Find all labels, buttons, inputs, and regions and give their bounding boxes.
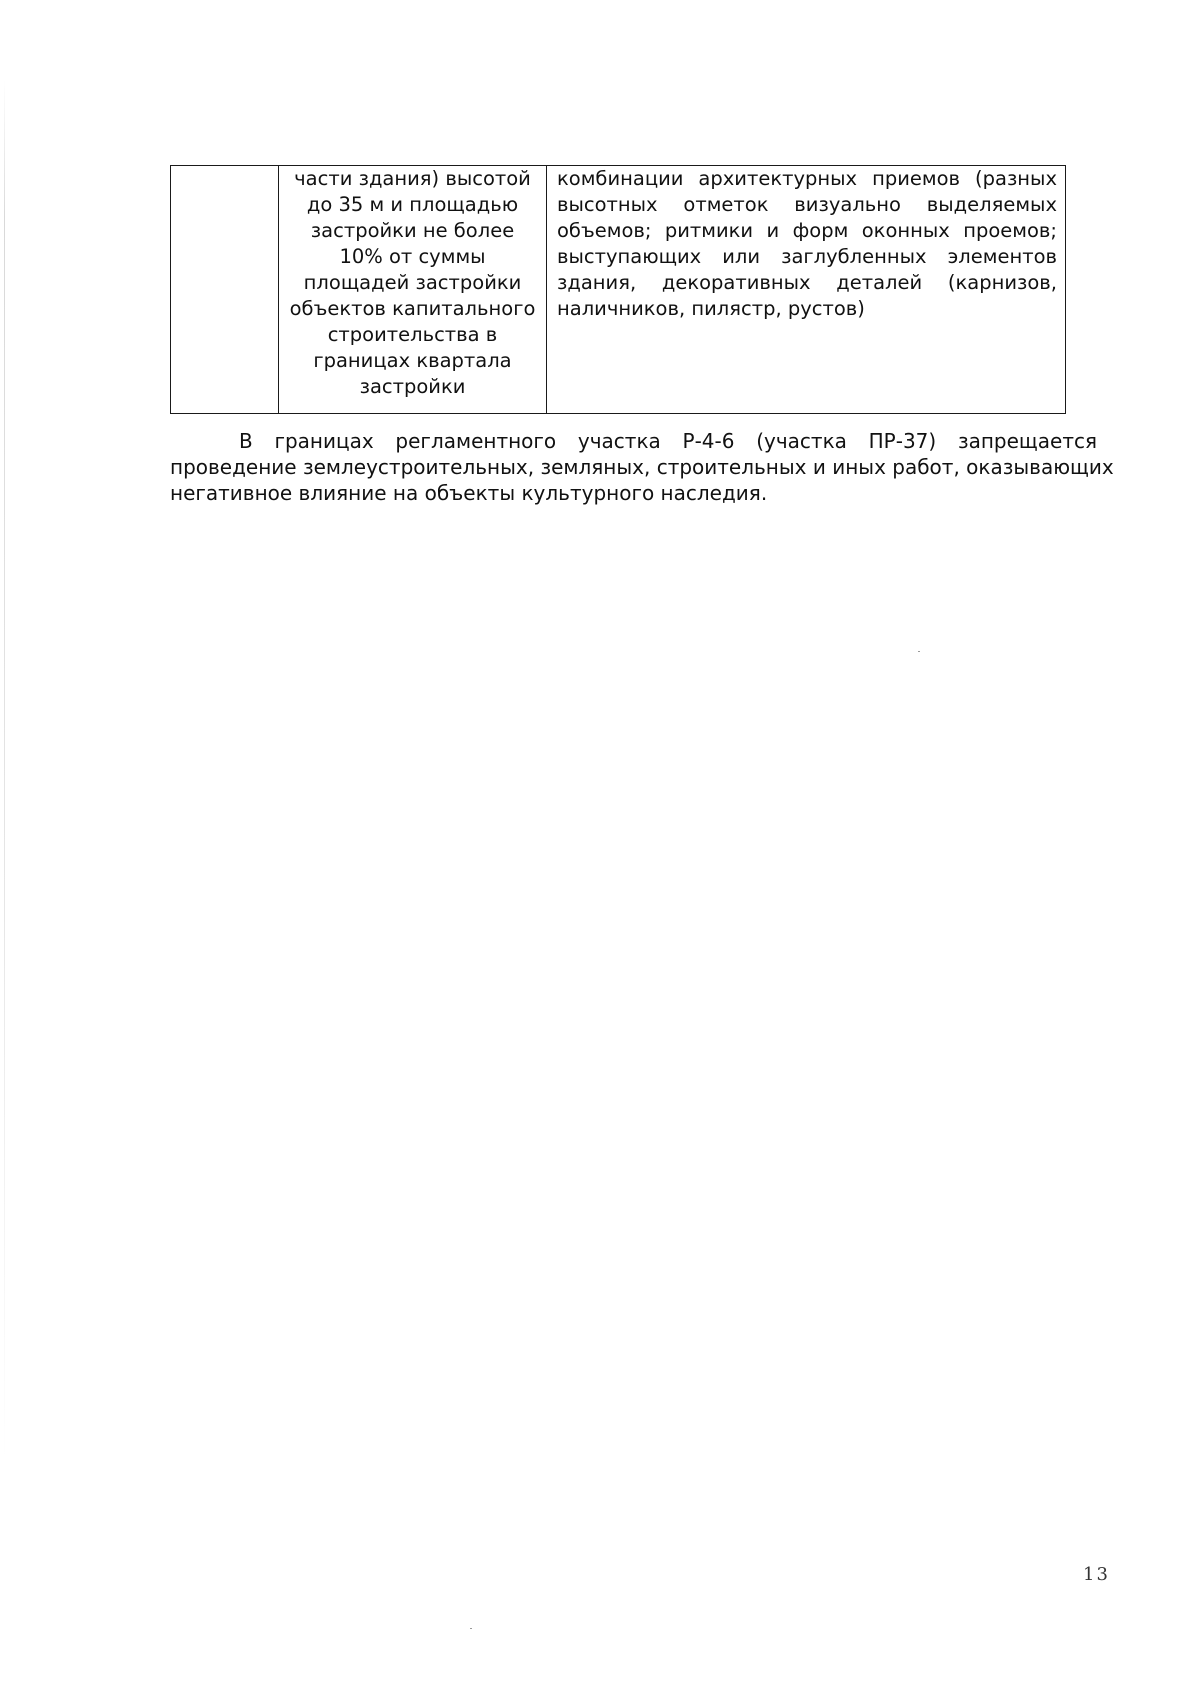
cell-line: застройки	[359, 375, 466, 398]
paragraph-line: проведение землеустроительных, земляных, строительных и иных работ, оказывающих	[170, 455, 1114, 479]
cell-line: до 35 м и площадью	[306, 193, 519, 216]
table-cell-requirements	[547, 166, 1066, 414]
paragraph-line: В границах регламентного участка Р-4-6 (участка ПР-37) запрещается	[239, 429, 1097, 453]
cell-line: наличников, пилястр, рустов)	[557, 297, 865, 320]
table-row	[171, 166, 1066, 414]
cell-line: границах квартала	[313, 349, 512, 372]
regulation-table	[170, 165, 1066, 414]
cell-line: выступающих или заглубленных элементов	[557, 245, 1057, 268]
cell-line: площадей застройки	[303, 271, 522, 294]
scan-speck	[470, 1628, 472, 1629]
body-paragraph	[170, 428, 1114, 506]
scan-edge-line	[4, 80, 5, 1460]
cell-line: застройки не более	[310, 219, 515, 242]
cell-line: здания, декоративных деталей (карнизов,	[557, 271, 1057, 294]
cell-line: комбинации архитектурных приемов (разных	[557, 167, 1057, 190]
cell-line: 10% от суммы	[339, 245, 486, 268]
table-cell-parameters	[279, 166, 547, 414]
cell-line: объемов; ритмики и форм оконных проемов;	[557, 219, 1057, 242]
paragraph-line: негативное влияние на объекты культурного наследия.	[170, 481, 768, 505]
cell-line: строительства в	[327, 323, 498, 346]
table-cell-empty	[171, 166, 279, 414]
scan-speck	[918, 651, 920, 652]
cell-line: объектов капитального	[289, 297, 536, 320]
cell-line: высотных отметок визуально выделяемых	[557, 193, 1057, 216]
page-number: 13	[1083, 1564, 1110, 1585]
cell-line: части здания) высотой	[294, 167, 531, 190]
